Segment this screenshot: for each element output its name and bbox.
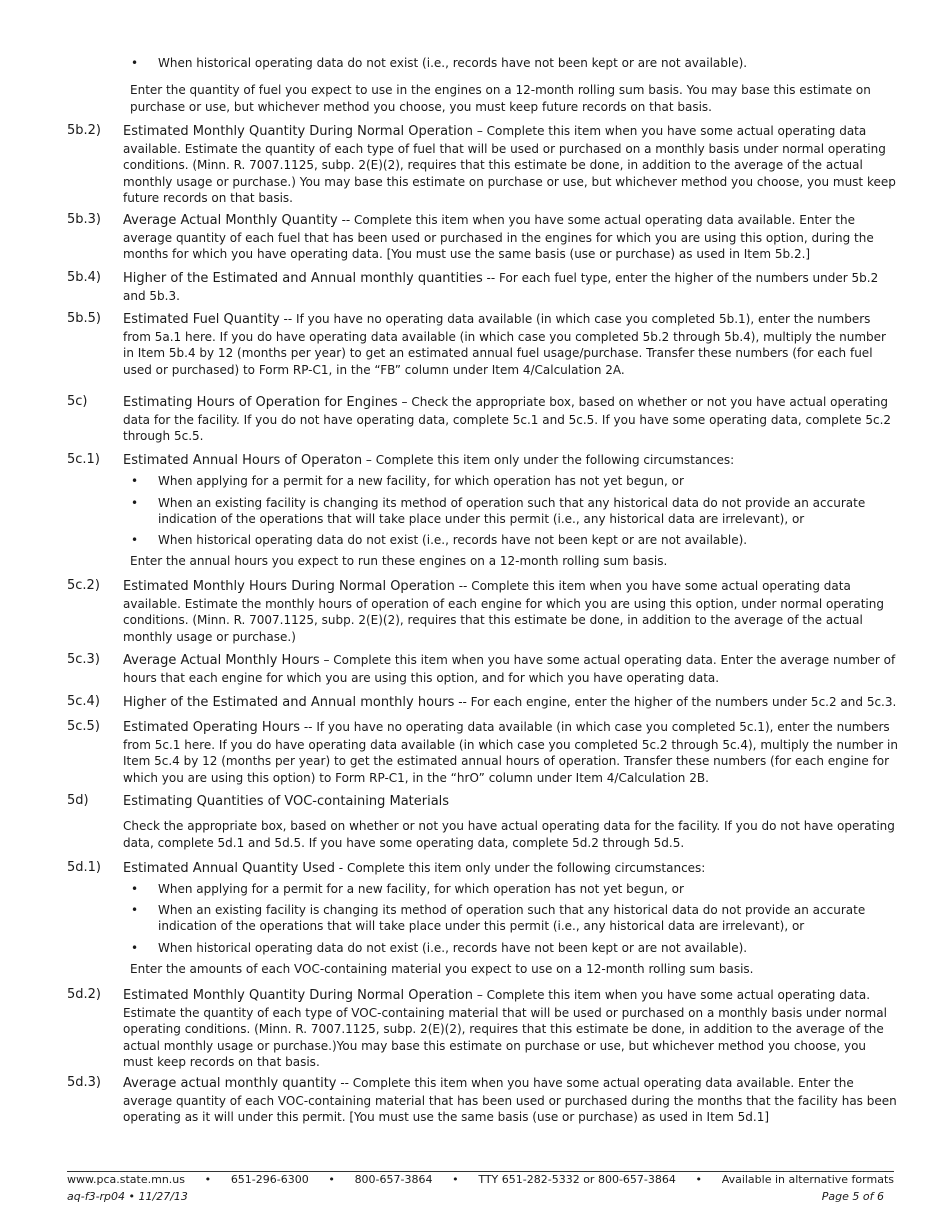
footer-separator: •: [204, 1173, 212, 1186]
item-title: Average Actual Monthly Hours: [123, 653, 320, 668]
footer-phone: 651-296-6300: [230, 1173, 309, 1186]
item-number: 5d.1): [67, 860, 101, 875]
item-number: 5c.1): [67, 452, 100, 467]
item-number: 5b.4): [67, 270, 101, 285]
item-5c4: [123, 694, 898, 712]
item-number: 5c.3): [67, 652, 100, 667]
footer-separator: •: [452, 1173, 459, 1186]
paragraph-5d1: Enter the amounts of each VOC-containing material you expect to use on a 12-month rolling sum basis.: [130, 962, 754, 976]
item-title: Estimated Fuel Quantity: [123, 312, 280, 327]
item-5c1: [123, 452, 898, 470]
list-item: When an existing facility is changing its method of operation such that any historical data do not provide an accurate indication of the operations that will take place under this permit (i.e., any historical data are irrelevant), or: [158, 496, 866, 526]
item-number: 5c.2): [67, 578, 100, 593]
item-5b2: [123, 123, 898, 207]
paragraph-5c1: Enter the annual hours you expect to run these engines on a 12-month rolling sum basis.: [130, 554, 668, 568]
footer-tty: TTY 651-282-5332 or 800-657-3864: [478, 1173, 676, 1186]
item-title: Estimated Monthly Quantity During Normal Operation: [123, 124, 473, 139]
item-5b3: [123, 212, 898, 263]
item-number: 5d.2): [67, 987, 101, 1002]
item-number: 5c.5): [67, 719, 100, 734]
item-number: 5d): [67, 793, 89, 808]
bullet-mark: •: [131, 941, 139, 955]
item-title: Estimating Hours of Operation for Engines: [123, 395, 398, 410]
bullet-mark: •: [131, 882, 139, 896]
footer-website[interactable]: www.pca.state.mn.us: [67, 1173, 185, 1186]
footer-separator: •: [328, 1173, 335, 1186]
list-item: When an existing facility is changing its method of operation such that any historical data do not provide an accurate indication of the operations that will take place under this permit (i.e., any historical data are irrelevant), or: [158, 903, 866, 933]
item-5b5: [123, 311, 898, 378]
item-text: -- Complete this item when you have some actual operating data available. Enter the average quantity of each VOC-containing material that has been used or purchased during the months that the facility has been operating as it will under this permit. [You must use the same basis (use or purchase) as used in Item 5d.1]: [123, 1076, 897, 1125]
item-text: -- Complete this item when you have some actual operating data available. Estimate the monthly hours of operation of each engine for which you are using this option, under normal operating conditions. (Minn. R. 7007.1125, subp. 2(E)(2), requires that this estimate be done, in addition to the average of the actual monthly usage or purchase.): [123, 579, 884, 644]
item-text: – Complete this item when you have some actual operating data. Enter the average number of hours that each engine for which you are using this option, and for which you have operating data.: [123, 653, 896, 685]
item-title: Estimated Monthly Hours During Normal Operation: [123, 579, 455, 594]
item-5d: [123, 793, 898, 811]
item-text: – Complete this item when you have some actual operating data available. Estimate the quantity of each type of fuel that will be used or purchased on a monthly basis under normal operating conditions. (Minn. R. 7007.1125, subp. 2(E)(2), requires that this estimate be done, in addition to the average of the actual monthly usage or purchase.) You may base this estimate on purchase or use, but whichever method you choose, you must keep future records on that basis.: [123, 124, 896, 206]
item-5d2: [123, 987, 898, 1071]
item-number: 5c): [67, 394, 88, 409]
item-title: Average Actual Monthly Quantity: [123, 213, 338, 228]
item-text: – Complete this item only under the following circumstances:: [362, 453, 735, 467]
item-number: 5d.3): [67, 1075, 101, 1090]
item-5c5: [123, 719, 898, 786]
bullet-mark: •: [131, 903, 139, 917]
list-item: When historical operating data do not exist (i.e., records have not been kept or are not available).: [158, 533, 748, 547]
item-5c: [123, 394, 898, 445]
item-title: Estimated Operating Hours: [123, 720, 301, 735]
footer-phone-tollfree: 800-657-3864: [354, 1173, 433, 1186]
item-5b4: [123, 270, 898, 304]
item-text: – Complete this item when you have some actual operating data. Estimate the quantity of each type of VOC-containing material that will be used or purchased on a monthly basis under normal operating conditions. (Minn. R. 7007.1125, subp. 2(E)(2), requires that this estimate be done, in addition to the average of the actual monthly usage or purchase.)You may base this estimate on purchase or use, but whichever method you choose, you must keep records on that basis.: [123, 988, 887, 1070]
item-5d1: [123, 860, 898, 878]
item-title: Estimating Quantities of VOC-containing Materials: [123, 794, 450, 809]
footer-alt-formats: Available in alternative formats: [721, 1173, 894, 1186]
item-text: -- If you have no operating data available (in which case you completed 5c.1), enter the numbers from 5c.1 here. If you do have operating data available (in which case you completed 5c.2 through 5c.4), multiply the number in Item 5c.4 by 12 (months per year) to get the estimated annual hours of operation. Transfer these numbers (for each engine for which you are using this option) to Form RP-C1, in the “hrO” column under Item 4/Calculation 2B.: [123, 720, 898, 785]
bullet-mark: •: [131, 496, 139, 510]
paragraph-5d: Check the appropriate box, based on whether or not you have actual operating data for the facility. If you do not have operating data, complete 5d.1 and 5d.5. If you have some operating data, complete 5d.2 through 5d.5.: [123, 819, 895, 850]
item-title: Average actual monthly quantity: [123, 1076, 337, 1091]
item-title: Estimated Monthly Quantity During Normal Operation: [123, 988, 473, 1003]
item-title: Estimated Annual Hours of Operaton: [123, 453, 363, 468]
list-item: When applying for a permit for a new facility, for which operation has not yet begun, or: [158, 474, 684, 488]
bullet-mark: •: [131, 56, 139, 70]
item-number: 5c.4): [67, 694, 100, 709]
item-5c3: [123, 652, 898, 686]
footer-divider: [67, 1171, 894, 1172]
list-item: When historical operating data do not exist (i.e., records have not been kept or are not available).: [158, 941, 748, 955]
item-text: - Complete this item only under the following circumstances:: [334, 861, 706, 875]
page-number: Page 5 of 6: [821, 1190, 884, 1203]
item-number: 5b.5): [67, 311, 101, 326]
item-5c2: [123, 578, 898, 645]
item-title: Estimated Annual Quantity Used: [123, 861, 335, 876]
footer-separator: •: [695, 1173, 703, 1186]
bullet-mark: •: [131, 533, 139, 547]
item-number: 5b.2): [67, 123, 101, 138]
item-title: Higher of the Estimated and Annual monthly quantities: [123, 271, 483, 286]
item-text: -- For each engine, enter the higher of the numbers under 5c.2 and 5c.3.: [454, 695, 897, 709]
item-text: -- For each fuel type, enter the higher of the numbers under 5b.2 and 5b.3.: [123, 271, 879, 303]
item-number: 5b.3): [67, 212, 101, 227]
item-text: – Check the appropriate box, based on whether or not you have actual operating data for the facility. If you do not have operating data, complete 5c.1 and 5c.5. If you have some operating data, complete 5c.2 through 5c.5.: [123, 395, 892, 444]
item-text: -- Complete this item when you have some actual operating data available. Enter the average quantity of each fuel that has been used or purchased in the engines for which you are using this option, during the months for which you have operating data. [You must use the same basis (use or purchase) as used in Item 5b.2.]: [123, 213, 874, 262]
item-title: Higher of the Estimated and Annual monthly hours: [123, 695, 455, 710]
form-id: aq-f3-rp04 • 11/27/13: [67, 1190, 188, 1203]
item-text: -- If you have no operating data available (in which case you completed 5b.1), enter the numbers from 5a.1 here. If you do have operating data available (in which case you completed 5b.2 through 5b.4), multiply the number in Item 5b.4 by 12 (months per year) to get an estimated annual fuel usage/purchase. Transfer these numbers (for each fuel used or purchased) to Form RP-C1, in the “FB” column under Item 4/Calculation 2A.: [123, 312, 886, 377]
bullet-mark: •: [131, 474, 139, 488]
intro-paragraph: Enter the quantity of fuel you expect to use in the engines on a 12-month rolling sum basis. You may base this estimate on purchase or use, but whichever method you choose, you must keep future records on that basis.: [130, 83, 871, 114]
list-item: When applying for a permit for a new facility, for which operation has not yet begun, or: [158, 882, 684, 896]
item-5d3: [123, 1075, 898, 1126]
intro-bullet-text: When historical operating data do not exist (i.e., records have not been kept or are not available).: [158, 56, 748, 70]
footer-contact-line: [67, 1173, 894, 1187]
